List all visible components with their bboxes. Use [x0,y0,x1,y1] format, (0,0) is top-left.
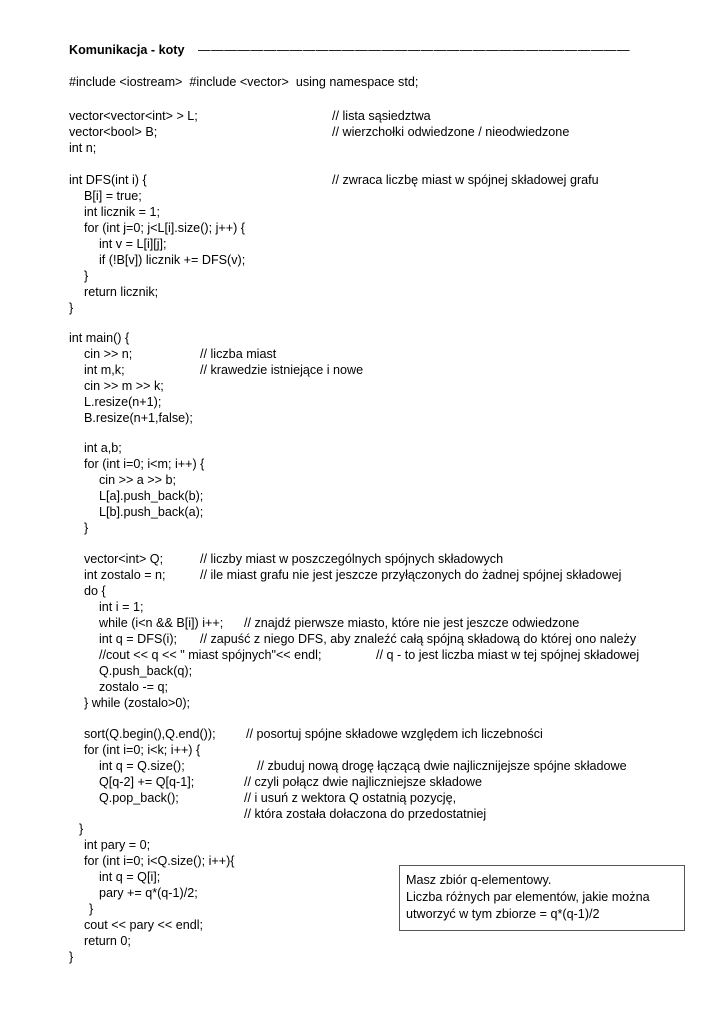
code-line: } [69,301,74,315]
code-line: L[a].push_back(b); [99,489,204,503]
code-line: return licznik; [84,285,159,299]
code-line: int i = 1; [99,600,144,614]
code-line: int m,k; [84,363,125,377]
code-line: for (int i=0; i<Q.size(); i++){ [84,854,235,868]
code-line: } [69,950,74,964]
code-comment: // zapuść z niego DFS, aby znaleźć całą spójną składową do której ono należy [200,632,637,646]
code-line: int main() { [69,331,130,345]
code-line: B[i] = true; [84,189,142,203]
code-line: int q = Q.size(); [99,759,185,773]
code-line: int zostalo = n; [84,568,166,582]
code-line: cin >> n; [84,347,133,361]
code-comment: // która została dołaczona do przedostatniej [244,807,487,821]
title-rule: ————————————————————————————————— [198,43,631,57]
code-line: vector<int> Q; [84,552,164,566]
code-line: int DFS(int i) { [69,173,147,187]
code-line: cin >> a >> b; [99,473,177,487]
code-comment: // zbuduj nową drogę łączącą dwie najlicznijejsze spójne składowe [257,759,627,773]
code-comment: // czyli połącz dwie najliczniejsze składowe [244,775,482,789]
code-line: vector<bool> B; [69,125,158,139]
code-line: cout << pary << endl; [84,918,204,932]
code-line: } [84,269,89,283]
code-line: Q.pop_back(); [99,791,179,805]
code-line: } [84,521,89,535]
code-comment: // wierzchołki odwiedzone / nieodwiedzone [332,125,570,139]
code-line: for (int i=0; i<k; i++) { [84,743,201,757]
code-line: int n; [69,141,97,155]
code-line: pary += q*(q-1)/2; [99,886,198,900]
code-line: do { [84,584,106,598]
code-line: Q[q-2] += Q[q-1]; [99,775,195,789]
code-line: int v = L[i][j]; [99,237,167,251]
code-comment: // q - to jest liczba miast w tej spójnej składowej [376,648,640,662]
code-line: return 0; [84,934,131,948]
code-line: L.resize(n+1); [84,395,162,409]
note-line: utworzyć w tym zbiorze = q*(q-1)/2 [406,907,600,921]
note-line: Liczba różnych par elementów, jakie można [406,890,650,904]
code-line: Q.push_back(q); [99,664,193,678]
document-title: Komunikacja - koty [69,43,185,57]
code-line: int q = Q[i]; [99,870,161,884]
code-line: cin >> m >> k; [84,379,164,393]
code-line: int pary = 0; [84,838,151,852]
code-line: B.resize(n+1,false); [84,411,193,425]
code-line: for (int i=0; i<m; i++) { [84,457,205,471]
code-line: while (i<n && B[i]) i++; [99,616,224,630]
code-comment: // krawedzie istniejące i nowe [200,363,364,377]
code-comment: // znajdź pierwsze miasto, które nie jest jeszcze odwiedzone [244,616,580,630]
code-line: } [89,902,94,916]
code-line: } while (zostalo>0); [84,696,191,710]
code-line: } [79,822,84,836]
code-line: int licznik = 1; [84,205,160,219]
code-line: vector<vector<int> > L; [69,109,198,123]
code-comment: // i usuń z wektora Q ostatnią pozycję, [244,791,457,805]
code-line: sort(Q.begin(),Q.end()); [84,727,216,741]
code-line: L[b].push_back(a); [99,505,204,519]
code-line: //cout << q << " miast spójnych"<< endl; [99,648,322,662]
note-line: Masz zbiór q-elementowy. [406,873,552,887]
code-comment: // liczby miast w poszczególnych spójnych składowych [200,552,504,566]
code-line: int a,b; [84,441,122,455]
code-line: #include <iostream> #include <vector> using namespace std; [69,75,419,89]
code-comment: // ile miast grafu nie jest jeszcze przyłączonych do żadnej spójnej składowej [200,568,622,582]
code-line: if (!B[v]) licznik += DFS(v); [99,253,246,267]
code-line: int q = DFS(i); [99,632,178,646]
code-line: zostalo -= q; [99,680,168,694]
code-comment: // posortuj spójne składowe względem ich liczebności [246,727,543,741]
note-box [399,865,685,931]
code-line: for (int j=0; j<L[i].size(); j++) { [84,221,245,235]
code-comment: // zwraca liczbę miast w spójnej składowej grafu [332,173,599,187]
code-comment: // liczba miast [200,347,277,361]
code-comment: // lista sąsiedztwa [332,109,431,123]
